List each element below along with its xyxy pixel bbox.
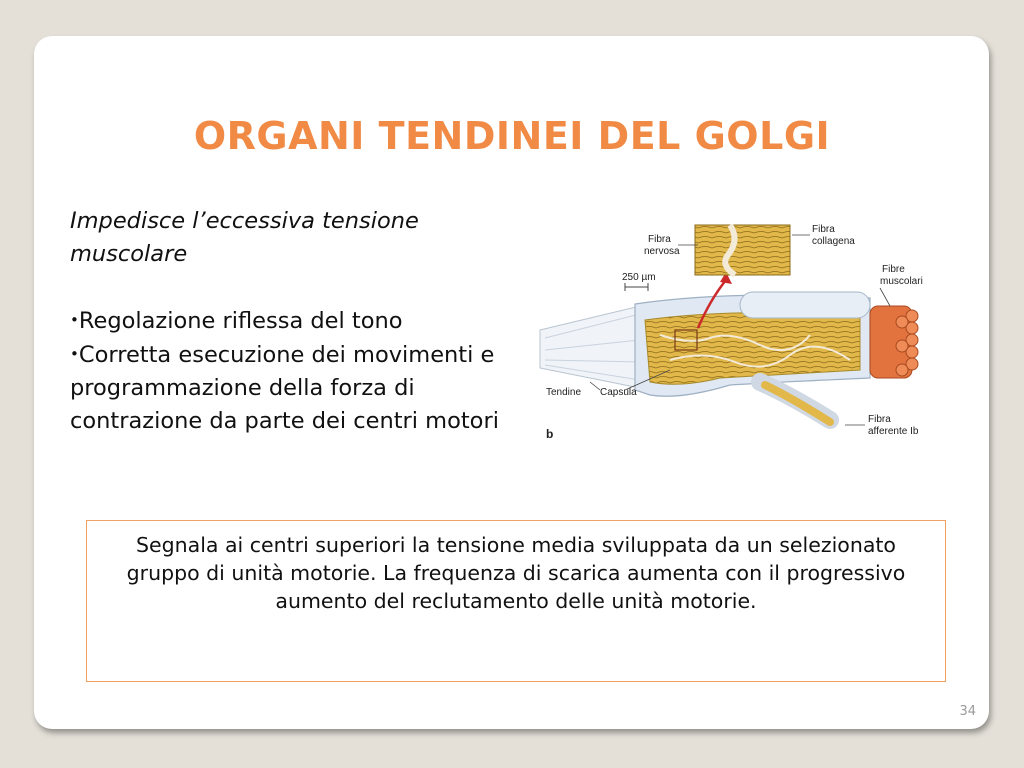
bullet-text: Regolazione riflessa del tono	[78, 308, 403, 334]
bullet-text: Corretta esecuzione dei movimenti e programmazione della forza di contrazione da parte dei centri motori	[70, 342, 499, 434]
capsule-top	[740, 292, 870, 318]
label-fibre-muscolari-1: Fibre	[882, 264, 905, 275]
label-scale: 250 µm	[622, 272, 656, 283]
label-fibra-collagena-1: Fibra	[812, 224, 835, 235]
label-fibra-nervosa-1: Fibra	[648, 234, 671, 245]
bullet-list	[70, 304, 520, 438]
golgi-diagram	[530, 210, 950, 465]
label-fibra-afferente-2: afferente Ib	[868, 426, 919, 437]
callout-text: Segnala ai centri superiori la tensione media sviluppata da un selezionato gruppo di unità motorie. La frequenza di scarica aumenta con il progressivo aumento del reclutamento delle unità motorie.	[126, 533, 906, 613]
label-fibra-collagena-2: collagena	[812, 236, 855, 247]
golgi-tendon-organ-figure	[530, 210, 950, 465]
bullet-mark: •	[70, 311, 79, 329]
panel-letter: b	[546, 427, 554, 441]
callout-box	[86, 520, 946, 682]
label-fibra-afferente-1: Fibra	[868, 414, 891, 425]
text-content	[70, 205, 520, 438]
inset-collagen	[695, 225, 790, 275]
muscle-fibres	[870, 306, 918, 378]
intro-text: Impedisce l’eccessiva tensione muscolare	[70, 208, 419, 267]
label-capsula: Capsula	[600, 387, 637, 398]
label-fibre-muscolari-2: muscolari	[880, 276, 923, 287]
slide-title: ORGANI TENDINEI DEL GOLGI	[193, 114, 831, 158]
bullet-item	[70, 338, 520, 438]
bullet-item	[70, 304, 520, 338]
label-tendine: Tendine	[546, 387, 582, 398]
bullet-mark: •	[70, 345, 79, 363]
label-fibra-nervosa-2: nervosa	[644, 246, 680, 257]
page-number: 34	[959, 704, 976, 719]
